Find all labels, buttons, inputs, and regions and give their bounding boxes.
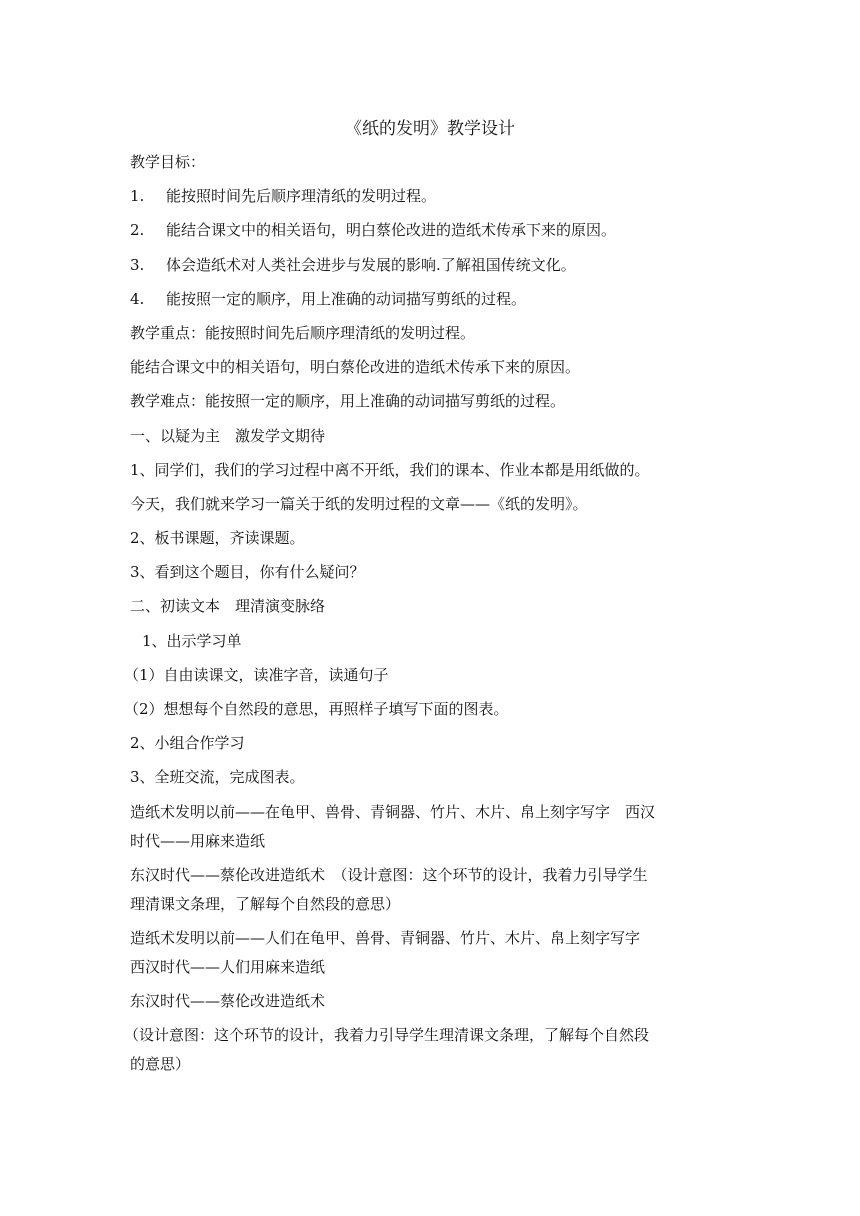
text-line [130, 894, 740, 928]
line-text: 今天，我们就来学习一篇关于纸的发明过程的文章——《纸的发明》。 [130, 494, 588, 513]
line-text: 2、板书课题，齐读课题。 [130, 529, 305, 548]
objective-item [130, 186, 740, 220]
text-line [130, 152, 740, 186]
text-line [130, 357, 740, 391]
text-line [124, 665, 740, 699]
line-text: 时代——用麻来造纸 [130, 831, 266, 850]
objective-item [130, 255, 740, 289]
text-line [130, 733, 740, 767]
line-text: （1）自由读课文，读准字音，读通句子 [124, 665, 389, 684]
text-line [130, 631, 740, 665]
text-line [130, 323, 740, 357]
line-text: 3、看到这个题目，你有什么疑问？ [130, 563, 365, 582]
text-line [130, 596, 740, 630]
line-text: 体会造纸术对人类社会进步与发展的影响.了解祖国传统文化。 [166, 255, 576, 274]
line-text: 造纸术发明以前——人们在龟甲、兽骨、青铜器、竹片、木片、帛上刻字写字 [130, 928, 641, 947]
text-line [124, 1025, 740, 1054]
objective-item [130, 289, 740, 323]
line-text: 二、初读文本 理清演变脉络 [130, 597, 326, 616]
line-text: （设计意图：这个环节的设计，我着力引导学生理清课文条理，了解每个自然段 [124, 1026, 650, 1045]
text-line [130, 562, 740, 596]
list-number: 2. [130, 221, 145, 240]
line-text: 1、出示学习单 [142, 631, 242, 650]
line-text: 能按照时间先后顺序理清纸的发明过程。 [166, 187, 437, 206]
text-line [130, 391, 740, 425]
line-text: 能按照一定的顺序，用上准确的动词描写剪纸的过程。 [166, 289, 527, 308]
text-line [130, 865, 740, 894]
document-body [124, 152, 740, 1089]
document-title: 《纸的发明》教学设计 [345, 119, 515, 139]
list-number: 3. [130, 255, 145, 274]
line-text: 造纸术发明以前——在龟甲、兽骨、青铜器、竹片、木片、帛上刻字写字 西汉 [130, 802, 656, 821]
list-number: 4. [130, 289, 145, 308]
text-line [130, 802, 740, 831]
text-line [124, 699, 740, 733]
line-text: 教学难点：能按照一定的顺序，用上准确的动词描写剪纸的过程。 [130, 392, 566, 411]
text-line [130, 928, 740, 957]
line-text: 西汉时代——人们用麻来造纸 [130, 957, 326, 976]
text-line [130, 528, 740, 562]
text-line [130, 767, 740, 801]
line-text: 教学目标： [130, 153, 206, 171]
line-text: 东汉时代——蔡伦改进造纸术 [130, 992, 326, 1011]
text-line [130, 991, 740, 1025]
text-line [130, 831, 740, 865]
line-text: （2）想想每个自然段的意思，再照样子填写下面的图表。 [124, 700, 509, 718]
text-line [130, 494, 740, 528]
line-text: 2、小组合作学习 [130, 734, 245, 753]
text-line [130, 957, 740, 991]
text-line [130, 460, 740, 494]
line-text: 3、全班交流，完成图表。 [130, 768, 305, 787]
list-number: 1. [130, 187, 145, 206]
text-line [130, 426, 740, 460]
line-text: 1、同学们，我们的学习过程中离不开纸，我们的课本、作业本都是用纸做的。 [130, 460, 650, 479]
line-text: 能结合课文中的相关语句，明白蔡伦改进的造纸术传承下来的原因。 [166, 221, 617, 240]
objective-item [130, 220, 740, 254]
line-text: 一、以疑为主 激发学文期待 [130, 426, 326, 445]
line-text: 能结合课文中的相关语句，明白蔡伦改进的造纸术传承下来的原因。 [130, 358, 581, 377]
text-line [130, 1054, 740, 1088]
line-text: 东汉时代——蔡伦改进造纸术 （设计意图：这个环节的设计，我着力引导学生 [130, 865, 648, 884]
line-text: 的意思） [130, 1055, 191, 1074]
line-text: 教学重点：能按照时间先后顺序理清纸的发明过程。 [130, 323, 476, 342]
line-text: 理清课文条理，了解每个自然段的意思） [130, 894, 401, 913]
